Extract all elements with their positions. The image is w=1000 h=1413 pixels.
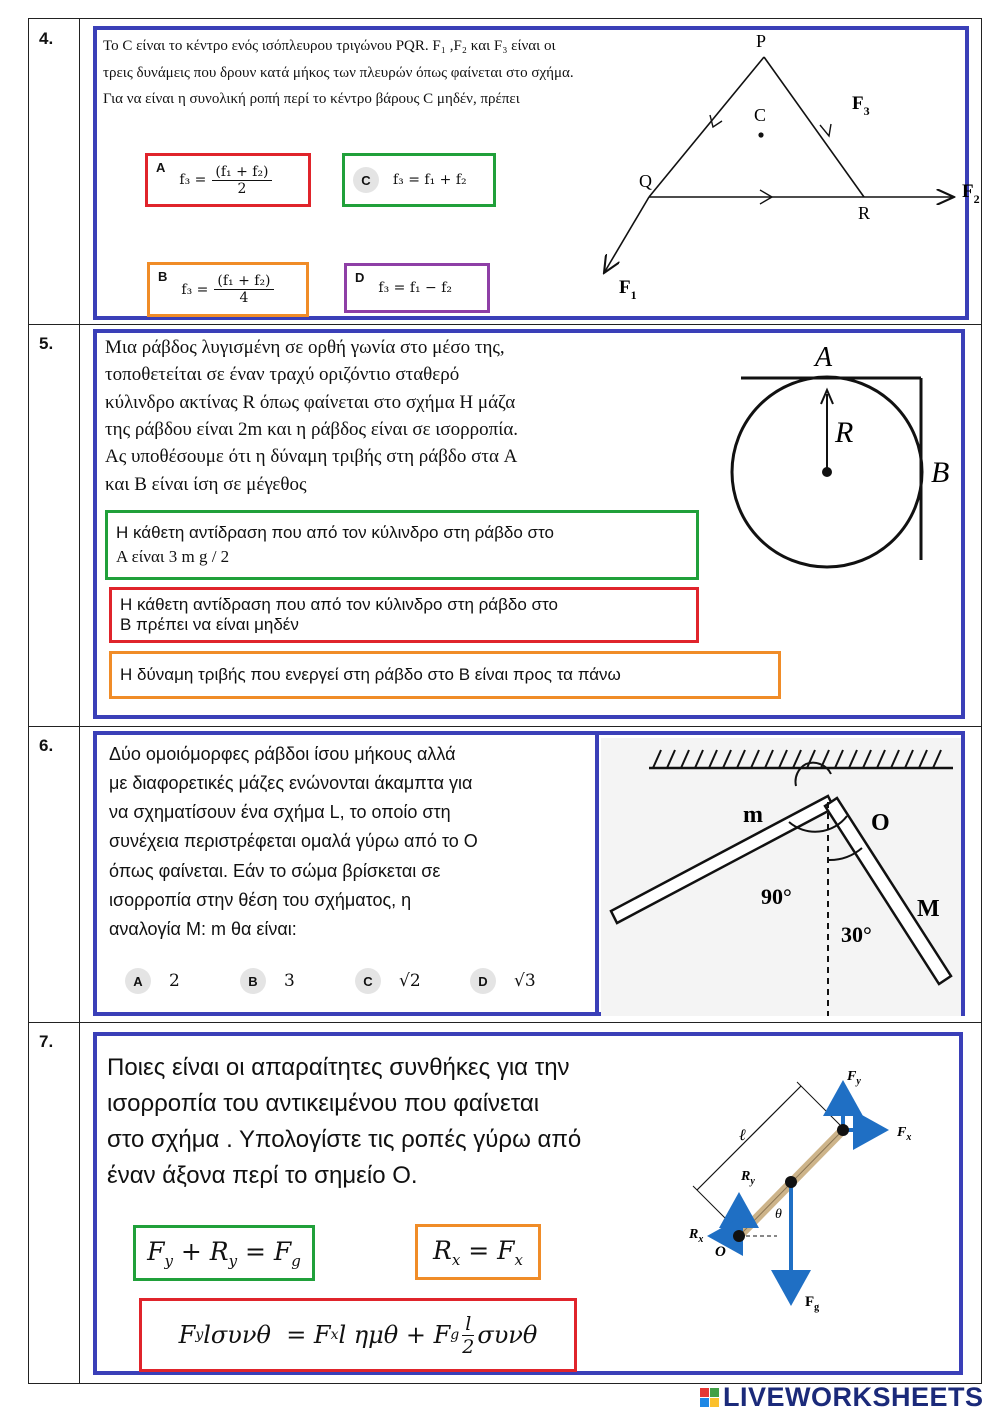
option-1[interactable]: Η κάθετη αντίδραση που από τον κύλινδρο στη ράβδο στο A είναι 3 m g / 2 [105, 510, 699, 580]
question-number: 4. [39, 29, 54, 48]
option-2[interactable]: Η κάθετη αντίδραση που από τον κύλινδρο στη ράβδο στο B πρέπει να είναι μηδέν [109, 587, 699, 643]
logo-icon [700, 1388, 719, 1407]
question-row-4 [29, 19, 981, 325]
liveworksheets-logo [700, 1382, 984, 1413]
force-label-fg: $F_g$ [805, 1294, 820, 1313]
mass-label-m: m [743, 802, 763, 828]
question-number: 7. [39, 1032, 54, 1051]
question-row-7 [29, 1022, 981, 1383]
option-letter: B [158, 269, 168, 284]
center-label-c: C [754, 105, 767, 125]
option-rx[interactable]: $R_x = F_x$ [415, 1224, 541, 1280]
angle-label-theta: θ [775, 1207, 782, 1222]
logo-text: LIVEWORKSHEETS [723, 1382, 984, 1412]
question-number: 5. [39, 334, 54, 353]
question-text: Το C είναι το κέντρο ενός ισόπλευρου τριγώνου PQR. F₁ ,F₂ και F₃ είναι οι τρεις δυνάμεις που δρουν κατά μήκος των πλευρών όπως φαίνεται στο σχήμα. Για να είναι η συνολική ροπή περί το κέντρο βάρους C μηδέν, πρέπει [103, 38, 574, 108]
option-a[interactable]: A 2 [125, 968, 240, 994]
radius-label-r: R [835, 416, 854, 449]
force-label-f1: $F_1$ [619, 277, 637, 302]
option-a[interactable]: A f₃ = $\frac{\text{(f₁ + f₂)}}{2}$ [145, 153, 311, 207]
angle-label-30: 30° [841, 922, 872, 947]
force-label-f3: $F_3$ [852, 93, 870, 118]
point-label-o: O [715, 1244, 726, 1260]
option-letter: D [355, 270, 365, 285]
rod-force-diagram [657, 1046, 957, 1326]
mass-label-big-m: M [917, 896, 940, 922]
option-row [125, 968, 565, 994]
option-c[interactable]: C f₃ = f₁ + f₂ [342, 153, 496, 207]
angle-label-90: 90° [761, 884, 792, 909]
triangle-diagram [584, 27, 980, 317]
option-fy-ry[interactable]: $F_y + R_y = F_g$ [133, 1225, 315, 1281]
length-label-l: ℓ [739, 1127, 746, 1144]
option-letter: C [353, 167, 379, 193]
option-c[interactable]: C √2 [355, 968, 470, 994]
force-label-fy: $F_y$ [847, 1069, 861, 1087]
option-d[interactable]: D f₃ = f₁ − f₂ [344, 263, 490, 313]
force-label-ry: $R_y$ [741, 1169, 755, 1187]
vertex-label-r: R [858, 203, 871, 223]
question-text: Δύο ομοιόμορφες ράβδοι ίσου μήκους αλλά με διαφορετικές μάζες ενώνονται άκαμπτα για να σχηματίσουν ένα σχήμα L, το οποίο στη συνέχεια περιστρέφεται ομαλά γύρω από το O όπως φαίνεται. Εάν το σώμα βρίσκεται σε ισορροπία στην θέση του σχήματος, η αναλογία M: m θα είναι: [109, 744, 478, 939]
question-text: Ποιες είναι οι απαραίτητες συνθήκες για την ισορροπία του αντικειμένου που φαίνεται στο σχήμα . Υπολογίστε τις ροπές γύρω από έναν άξονα περί το σημείο Ο. [107, 1054, 582, 1189]
option-letter: A [156, 160, 166, 175]
option-b[interactable]: B 3 [240, 968, 355, 994]
question-row-5 [29, 324, 981, 727]
force-label-f2: $F_2$ [962, 181, 980, 206]
question-row-6 [29, 726, 981, 1023]
question-text: Μια ράβδος λυγισμένη σε ορθή γωνία στο μέσο της, τοποθετείται σε έναν τραχύ οριζόντιο σταθερό κύλινδρο ακτίνας R όπως φαίνεται στο σχήμα Η μάζα της ράβδου είναι 2m και η ράβδος είναι σε ισορροπία. Ας υποθέσουμε ότι η δύναμη τριβής στη ράβδο στα A και B είναι ίση σε μέγεθος [105, 337, 519, 495]
option-moment[interactable]: F y lσυνθ = F x l ημθ + F g $\frac{l}{2}$ συνθ [139, 1298, 577, 1372]
worksheet-table [28, 18, 982, 1384]
point-label-a: A [815, 342, 833, 373]
l-shape-diagram [601, 738, 961, 1016]
option-d[interactable]: D √3 [470, 968, 565, 994]
force-label-fx: $F_x$ [897, 1125, 912, 1143]
option-b[interactable]: B f₃ = $\frac{\text{(f₁ + f₂)}}{4}$ [147, 262, 309, 317]
cylinder-diagram [729, 338, 959, 568]
force-label-rx: $R_x$ [689, 1227, 704, 1245]
question-number: 6. [39, 736, 54, 755]
pivot-label-o: O [871, 810, 890, 836]
option-3[interactable]: Η δύναμη τριβής που ενεργεί στη ράβδο στο B είναι προς τα πάνω [109, 651, 781, 699]
point-label-b: B [931, 456, 950, 489]
vertex-label-p: P [756, 31, 767, 51]
vertex-label-q: Q [639, 171, 652, 191]
